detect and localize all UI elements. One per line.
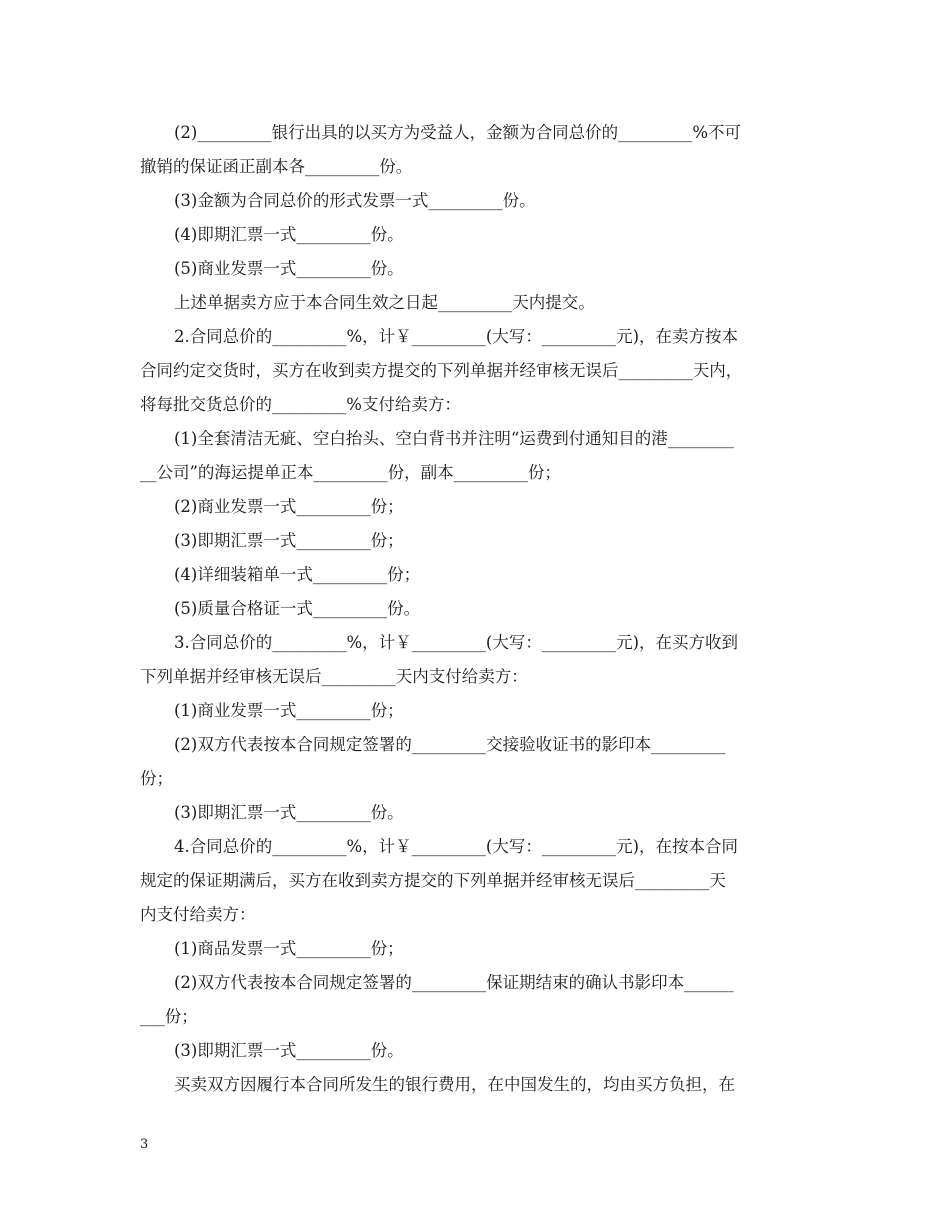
text-line: 4.合同总价的_________%，计￥_________(大写：_________元)，在按本合同 [174,837,739,856]
text-line: (1)全套清洁无疵、空白抬头、空白背书并注明“运费到付通知目的港________ [174,429,734,448]
text-line: 内支付给卖方： [140,905,256,924]
text-line: (3)即期汇票一式_________份； [174,531,404,550]
text-line: 下列单据并经审核无误后_________天内支付给卖方： [140,667,528,686]
text-line: (5)质量合格证一式_________份。 [174,599,421,618]
text-line: (5)商业发票一式_________份。 [174,259,404,278]
text-line: (2)_________银行出具的以买方为受益人，金额为合同总价的_________%不可 [174,123,742,142]
text-line: (2)双方代表按本合同规定签署的_________交接验收证书的影印本_________ [174,735,726,754]
text-line: (4)详细装箱单一式_________份； [174,565,421,584]
text-line: 份； [140,769,173,788]
text-line: (1)商品发票一式_________份； [174,939,404,958]
text-line: 3.合同总价的_________%，计￥_________(大写：_________元)，在买方收到 [174,633,739,652]
text-line: 上述单据卖方应于本合同生效之日起_________天内提交。 [174,293,595,312]
text-line: 规定的保证期满后，买方在收到卖方提交的下列单据并经审核无误后_________天 [140,871,726,890]
page-number: 3 [140,1137,149,1152]
text-line: 买卖双方因履行本合同所发生的银行费用，在中国发生的，均由买方负担，在 [174,1075,735,1094]
text-line: (3)金额为合同总价的形式发票一式_________份。 [174,191,536,210]
text-line: 合同约定交货时，买方在收到卖方提交的下列单据并经审核无误后_________天内， [140,361,743,380]
text-line: (4)即期汇票一式_________份。 [174,225,404,244]
text-line: (1)商业发票一式_________份； [174,701,404,720]
text-line: 2.合同总价的_________%，计￥_________(大写：_________元)，在卖方按本 [174,327,739,346]
text-line: (2)双方代表按本合同规定签署的_________保证期结束的确认书影印本______ [174,973,734,992]
text-line: (3)即期汇票一式_________份。 [174,803,404,822]
text-line: 将每批交货总价的_________%支付给卖方： [140,395,461,414]
text-line: (3)即期汇票一式_________份。 [174,1041,404,1060]
document-body [140,116,812,1102]
text-line: (2)商业发票一式_________份； [174,497,404,516]
text-line: 撤销的保证函正副本各_________份。 [140,157,413,176]
text-line: ___份； [140,1007,198,1026]
text-line: __公司”的海运提单正本_________份，副本_________份； [140,463,561,482]
